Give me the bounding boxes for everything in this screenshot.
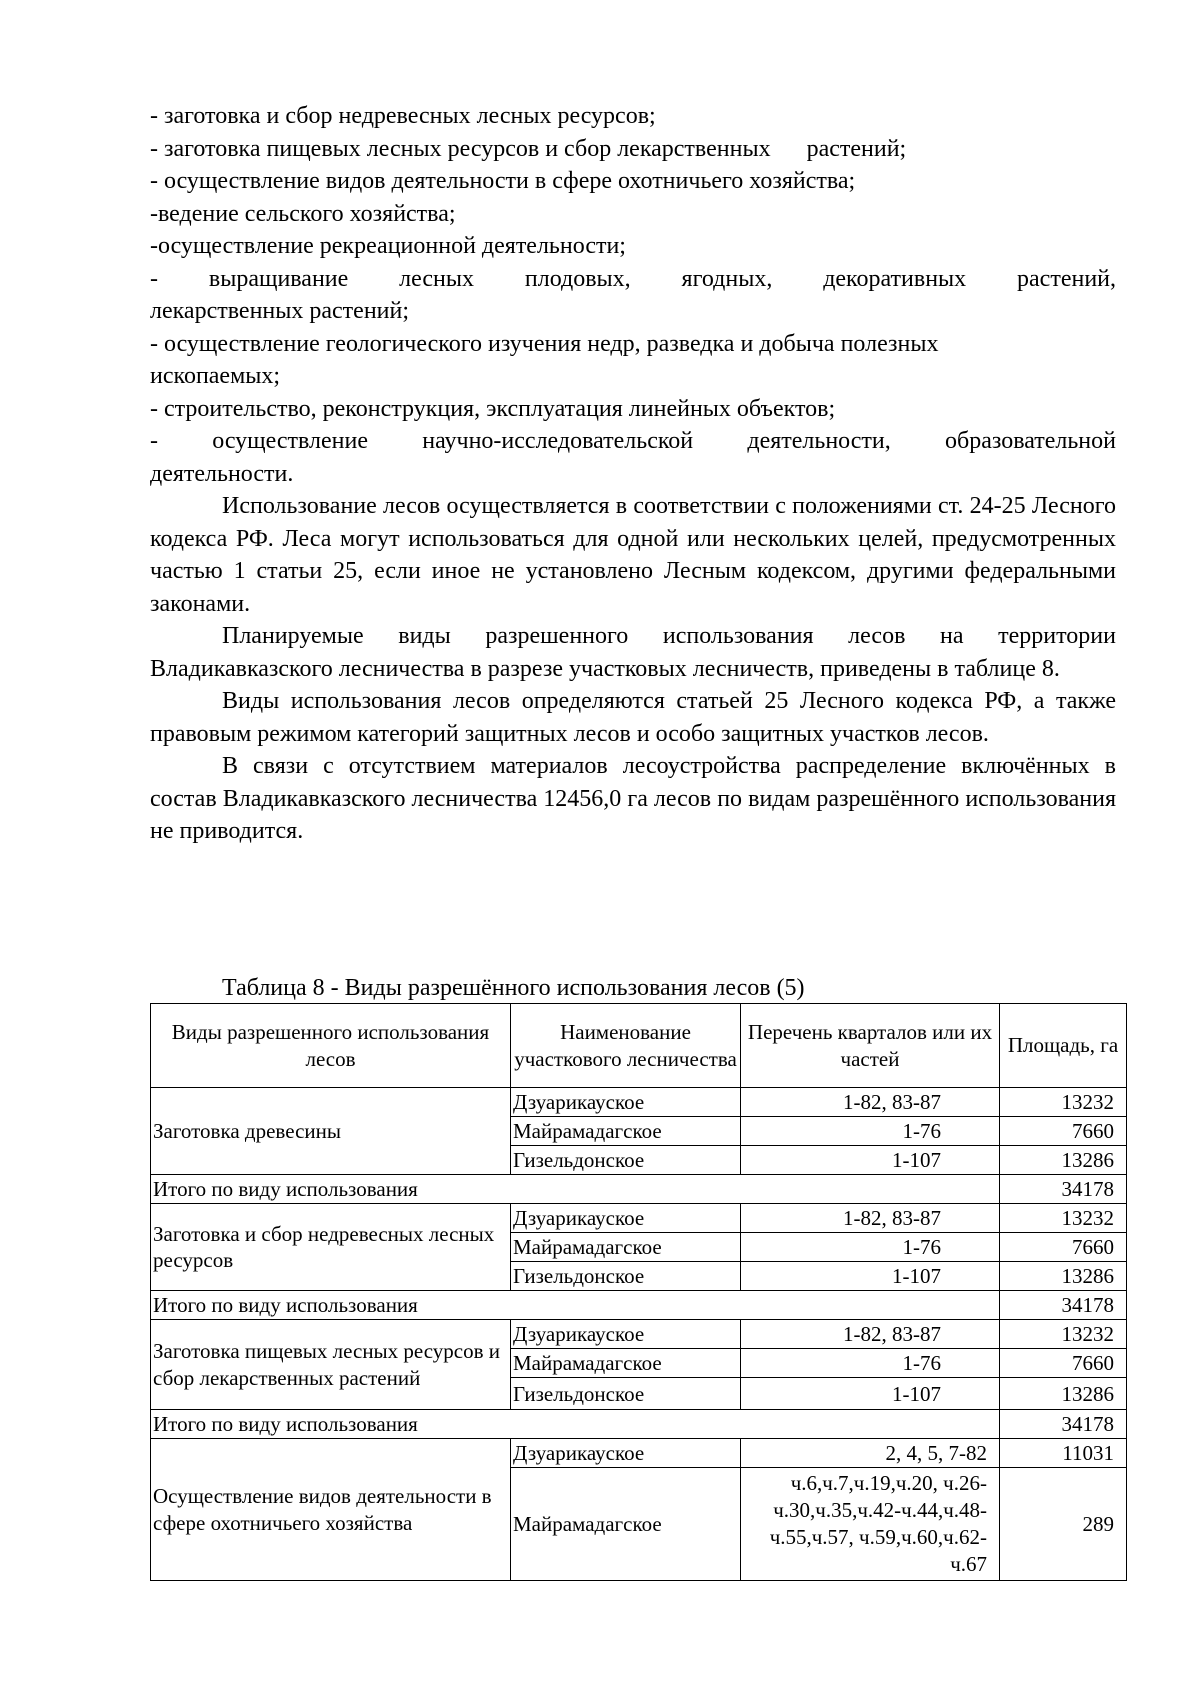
header-quarters: Перечень кварталов или их частей bbox=[741, 1004, 1000, 1088]
district-cell: Дзуарикауское bbox=[511, 1204, 741, 1233]
quarters-cell: 1-76 bbox=[741, 1233, 1000, 1262]
district-cell: Майрамадагское bbox=[511, 1233, 741, 1262]
list-item-continuation: лекарственных растений; bbox=[150, 298, 410, 324]
quarters-cell: 1-76 bbox=[741, 1349, 1000, 1378]
quarters-cell: 1-107 bbox=[741, 1146, 1000, 1175]
district-cell: Дзуарикауское bbox=[511, 1320, 741, 1349]
total-area: 34178 bbox=[1000, 1291, 1127, 1320]
quarters-cell: 1-82, 83-87 bbox=[741, 1320, 1000, 1349]
total-label: Итого по виду использования bbox=[151, 1291, 1000, 1320]
paragraph: Виды использования лесов определяются статьей 25 Лесного кодекса РФ, а также правовым режимом категорий защитных лесов и особо защитных участков лесов. bbox=[150, 688, 1116, 747]
table-total-row bbox=[151, 1175, 1127, 1204]
area-cell: 7660 bbox=[1000, 1233, 1127, 1262]
table-row bbox=[151, 1088, 1127, 1117]
area-cell: 13286 bbox=[1000, 1378, 1127, 1410]
area-cell: 13232 bbox=[1000, 1204, 1127, 1233]
usage-table bbox=[150, 1003, 1127, 1581]
usage-type-cell: Осуществление видов деятельности в сфере охотничьего хозяйства bbox=[151, 1439, 511, 1581]
table-row bbox=[151, 1439, 1127, 1468]
header-usage-type: Виды разрешенного использования лесов bbox=[151, 1004, 511, 1088]
table-caption: Таблица 8 - Виды разрешённого использования лесов (5) bbox=[222, 975, 805, 1001]
district-cell: Майрамадагское bbox=[511, 1349, 741, 1378]
table-row bbox=[151, 1320, 1127, 1349]
paragraph: Использование лесов осуществляется в соответствии с положениями ст. 24-25 Лесного кодекса РФ. Леса могут использоваться для одной или нескольких целей, предусмотренных частью 1 статьи 25, если иное не установлено Лесным кодексом, другими федеральными законами. bbox=[150, 493, 1116, 617]
district-cell: Дзуарикауское bbox=[511, 1439, 741, 1468]
quarters-cell: 1-107 bbox=[741, 1378, 1000, 1410]
area-cell: 289 bbox=[1000, 1468, 1127, 1581]
area-cell: 13286 bbox=[1000, 1262, 1127, 1291]
total-label: Итого по виду использования bbox=[151, 1410, 1000, 1439]
header-area: Площадь, га bbox=[1000, 1004, 1127, 1088]
district-cell: Гизельдонское bbox=[511, 1378, 741, 1410]
list-item: -осуществление рекреационной деятельности; bbox=[150, 233, 626, 259]
usage-type-cell: Заготовка пищевых лесных ресурсов и сбор лекарственных растений bbox=[151, 1320, 511, 1410]
area-cell: 7660 bbox=[1000, 1117, 1127, 1146]
district-cell: Майрамадагское bbox=[511, 1117, 741, 1146]
area-cell: 13232 bbox=[1000, 1088, 1127, 1117]
quarters-cell: 1-82, 83-87 bbox=[741, 1204, 1000, 1233]
list-item: - заготовка и сбор недревесных лесных ресурсов; bbox=[150, 103, 656, 129]
document-body bbox=[150, 100, 1116, 848]
list-item: -ведение сельского хозяйства; bbox=[150, 200, 456, 227]
total-label: Итого по виду использования bbox=[151, 1175, 1000, 1204]
total-area: 34178 bbox=[1000, 1410, 1127, 1439]
district-cell: Гизельдонское bbox=[511, 1262, 741, 1291]
header-district: Наименование участкового лесничества bbox=[511, 1004, 741, 1088]
list-item: - осуществление научно-исследовательской деятельности, образовательной bbox=[150, 428, 1116, 454]
quarters-cell: 1-107 bbox=[741, 1262, 1000, 1291]
area-cell: 7660 bbox=[1000, 1349, 1127, 1378]
list-item: - выращивание лесных плодовых, ягодных, декоративных растений, bbox=[150, 265, 1116, 292]
paragraph: Планируемые виды разрешенного использования лесов на территории Владикавказского лесничества в разрезе участковых лесничеств, приведены в таблице 8. bbox=[150, 623, 1116, 682]
usage-type-cell: Заготовка древесины bbox=[151, 1088, 511, 1175]
quarters-cell: 1-76 bbox=[741, 1117, 1000, 1146]
district-cell: Майрамадагское bbox=[511, 1468, 741, 1581]
table-row bbox=[151, 1204, 1127, 1233]
quarters-cell: 2, 4, 5, 7-82 bbox=[741, 1439, 1000, 1468]
quarters-cell: 1-82, 83-87 bbox=[741, 1088, 1000, 1117]
district-cell: Гизельдонское bbox=[511, 1146, 741, 1175]
list-item: - заготовка пищевых лесных ресурсов и сбор лекарственных растений; bbox=[150, 135, 907, 162]
table-header-row bbox=[151, 1004, 1127, 1088]
quarters-cell: ч.6,ч.7,ч.19,ч.20, ч.26-ч.30,ч.35,ч.42-ч.44,ч.48-ч.55,ч.57, ч.59,ч.60,ч.62-ч.67 bbox=[741, 1468, 1000, 1581]
area-cell: 11031 bbox=[1000, 1439, 1127, 1468]
list-item: - строительство, реконструкция, эксплуатация линейных объектов; bbox=[150, 395, 836, 422]
paragraph: В связи с отсутствием материалов лесоустройства распределение включённых в состав Владикавказского лесничества 12456,0 га лесов по видам разрешённого использования не приводится. bbox=[150, 753, 1116, 844]
total-area: 34178 bbox=[1000, 1175, 1127, 1204]
district-cell: Дзуарикауское bbox=[511, 1088, 741, 1117]
usage-type-cell: Заготовка и сбор недревесных лесных ресурсов bbox=[151, 1204, 511, 1291]
table-total-row bbox=[151, 1410, 1127, 1439]
area-cell: 13286 bbox=[1000, 1146, 1127, 1175]
list-item: - осуществление геологического изучения недр, разведка и добыча полезных bbox=[150, 330, 939, 357]
table-total-row bbox=[151, 1291, 1127, 1320]
area-cell: 13232 bbox=[1000, 1320, 1127, 1349]
list-item-continuation: деятельности. bbox=[150, 460, 294, 487]
list-item: - осуществление видов деятельности в сфере охотничьего хозяйства; bbox=[150, 168, 856, 194]
list-item-continuation: ископаемых; bbox=[150, 363, 281, 389]
